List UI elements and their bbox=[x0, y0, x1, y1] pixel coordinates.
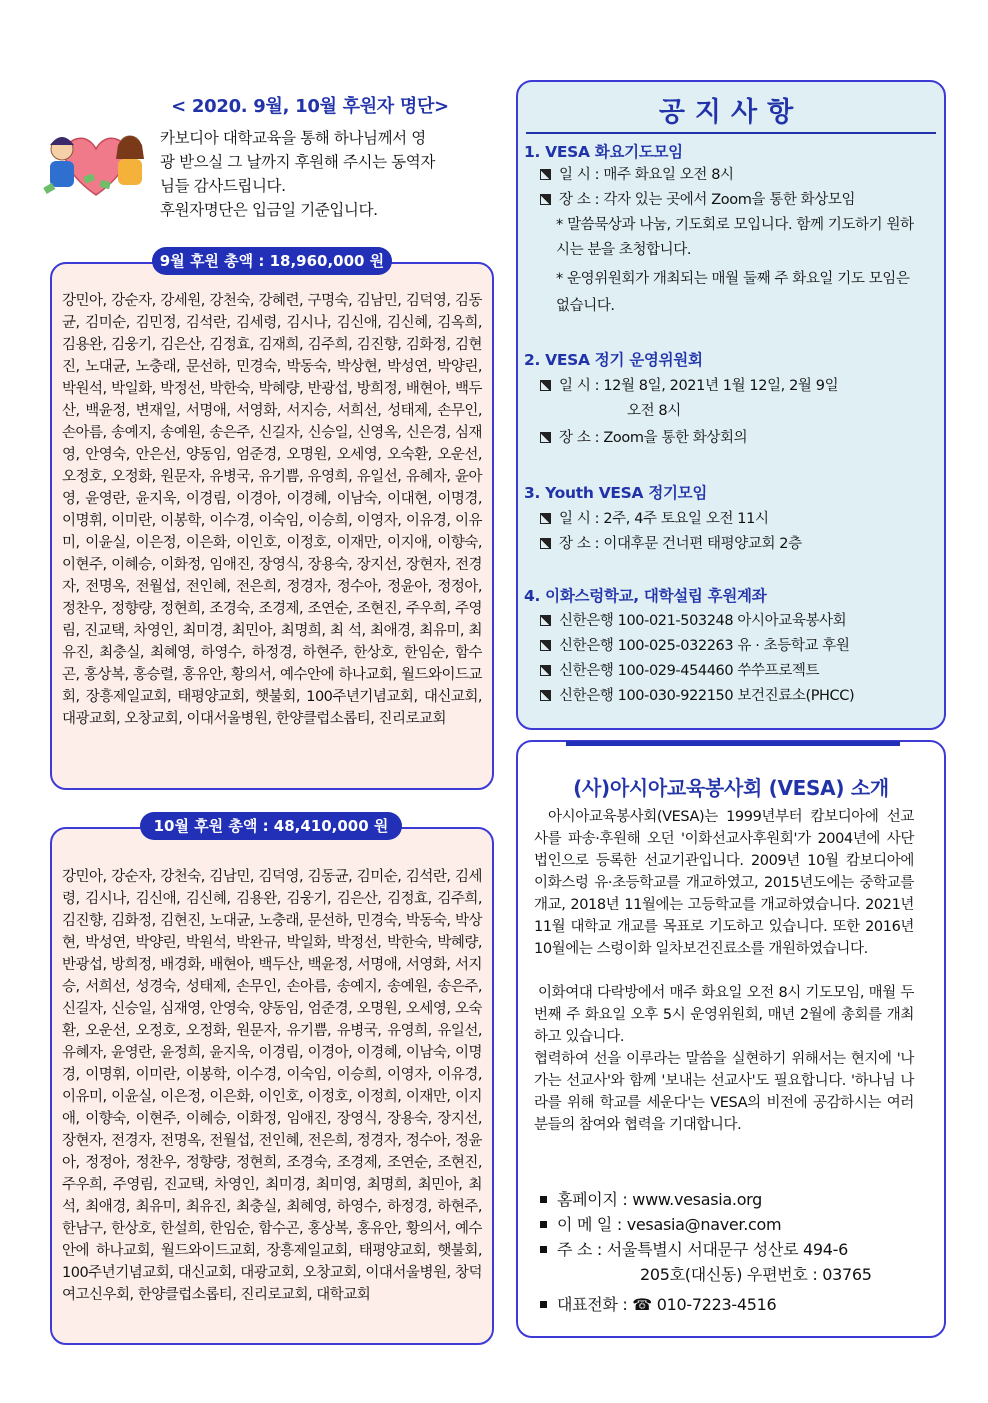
notice-title: 공지사항 bbox=[658, 97, 804, 128]
row-label: 장 소 bbox=[559, 192, 591, 208]
intro-line: 광 받으실 그 날까지 후원해 주시는 동역자 bbox=[160, 153, 435, 171]
row-value: 각자 있는 곳에서 Zoom을 통한 화상모임 bbox=[603, 192, 856, 208]
about-paragraph: 협력하여 선을 이루라는 말씀을 실현하기 위해서는 현지에 '나가는 선교사'와 함께 '보내는 선교사'도 필요합니다. '하나님 나라를 위해 학교를 세운다'는 VESA의 비전에 공감하시는 여러분들의 참여와 협력을 기대합니다. bbox=[534, 1051, 914, 1133]
checked-box-icon bbox=[540, 665, 551, 676]
notice-section-heading: 2. VESA 정기 운영위원회 bbox=[524, 351, 703, 369]
account-text: 신한은행 100-029-454460 쑤쑤프로젝트 bbox=[559, 663, 820, 679]
email-link[interactable]: vesasia@naver.com bbox=[626, 1215, 782, 1234]
row-label: 일 시 bbox=[559, 378, 591, 394]
notice-section-heading: 1. VESA 화요기도모임 bbox=[524, 143, 683, 161]
checked-box-icon bbox=[540, 194, 551, 205]
october-total-badge: 10월 후원 총액 : 48,410,000 원 bbox=[140, 812, 402, 840]
checked-box-icon bbox=[540, 169, 551, 180]
checked-box-icon bbox=[540, 513, 551, 524]
checked-box-icon bbox=[540, 690, 551, 701]
checked-box-icon bbox=[540, 380, 551, 391]
phone-label: 대표전화 bbox=[557, 1295, 618, 1314]
phone-number[interactable]: ☎ 010-7223-4516 bbox=[632, 1295, 777, 1314]
row-value: Zoom을 통한 화상회의 bbox=[603, 430, 748, 446]
row-value: 이대후문 건너편 태평양교회 2층 bbox=[603, 536, 802, 552]
september-total-badge: 9월 후원 총액 : 18,960,000 원 bbox=[152, 247, 392, 275]
checked-box-icon bbox=[540, 538, 551, 549]
notice-row: 일 시 : 12월 8일, 2021년 1월 12일, 2월 9일 bbox=[540, 374, 940, 398]
account-row bbox=[540, 634, 940, 658]
row-value: 매주 화요일 오전 8시 bbox=[603, 167, 734, 183]
about-title: (사)아시아교육봉사회 (VESA) 소개 bbox=[573, 776, 889, 800]
notice-row: 일 시 : 매주 화요일 오전 8시 bbox=[540, 163, 940, 187]
account-row bbox=[540, 609, 940, 633]
notice-section-heading: 4. 이화스렁학교, 대학설립 후원계좌 bbox=[524, 587, 767, 605]
row-value: 12월 8일, 2021년 1월 12일, 2월 9일 bbox=[603, 378, 839, 394]
row-label: 장 소 bbox=[559, 430, 591, 446]
account-row bbox=[540, 659, 940, 683]
notice-row: 일 시 : 2주, 4주 토요일 오전 11시 bbox=[540, 507, 940, 531]
notice-note: * 말씀묵상과 나눔, 기도회로 모입니다. 함께 기도하기 원하시는 분을 초청합니다. bbox=[556, 217, 914, 258]
address-row: 주 소 : 서울특별시 서대문구 성산로 494-6 bbox=[540, 1238, 848, 1262]
account-text: 신한은행 100-025-032263 유 · 초등학교 후원 bbox=[559, 638, 850, 654]
october-donor-names: 강민아, 강순자, 강천숙, 김남민, 김덕영, 김동균, 김미순, 김석란, 김세령, 김시나, 김신애, 김신혜, 김용완, 김웅기, 김은산, 김정효, 김주희, 김진향, 김화정, 김현진, 노대균, 노충래, 문선하, 민경숙, 박동숙, 박상현, 박성연, 박양린, 박원석, 박완규, 박일화, 박정선, 박한숙, 박혜량, 반광섭, 방희정, 배경화, 배현아, 백두산, 백윤정, 서명애, 서영화, 서지승, 서희선, 성경숙, 성태제, 손무인, 손아름, 송예지, 송예원, 송은주, 신길자, 신승일, 심재영, 안영숙, 양동임, 엄준경, 오명원, 오세영, 오숙환, 오운선, 오정호, 오정화, 원문자, 유기쁨, 유병국, 유영희, 유일선, 유혜자, 윤영란, 윤정희, 윤지욱, 이경림, 이경아, 이경혜, 이남숙, 이명경, 이명휘, 이미란, 이봉학, 이수경, 이숙임, 이승희, 이영자, 이유경, 이유미, 이윤실, 이은정, 이은화, 이인호, 이정호, 이정희, 이재만, 이지애, 이향숙, 이현주, 이혜승, 이화정, 임애진, 장영식, 장용숙, 장지선, 장현자, 전경자, 전명옥, 전월섭, 전인혜, 전은희, 정경자, 정수아, 정윤아, 정정아, 정찬우, 정향량, 정현희, 조경숙, 조경제, 조연순, 조현진, 주우희, 주영림, 진교택, 차영인, 최미경, 최미영, 최명희, 최민아, 최 석, 최애경, 최유미, 최유진, 최충실, 최혜영, 하영수, 하정경, 하현주, 한남구, 한상호, 한설희, 한임순, 함수곤, 홍상복, 홍유안, 황의서, 예수안에 하나교회, 월드와이드교회, 장흥제일교회, 태평양교회, 햇불회, 100주년기념교회, 대신교회, 대광교회, 오창교회, 이대서울병원, 창덕여고신우회, 한양클럽소롭티, 진리로교회, 대학교회 bbox=[62, 869, 482, 1303]
about-paragraph: 이화여대 다락방에서 매주 화요일 오전 8시 기도모임, 매월 두 번째 주 화요일 오후 5시 운영위원회, 매년 2월에 총회를 개최하고 있습니다. bbox=[534, 985, 914, 1045]
row-label: 일 시 bbox=[559, 511, 591, 527]
row-value: 2주, 4주 토요일 오전 11시 bbox=[603, 511, 769, 527]
notice-section-heading: 3. Youth VESA 정기모임 bbox=[524, 484, 708, 502]
notice-row: 장 소 : Zoom을 통한 화상회의 bbox=[540, 426, 940, 450]
bullet-icon bbox=[540, 1196, 547, 1203]
homepage-link[interactable]: www.vesasia.org bbox=[632, 1190, 763, 1209]
checked-box-icon bbox=[540, 640, 551, 651]
intro-line: 카보디아 대학교육을 통해 하나님께서 영 bbox=[160, 129, 426, 147]
donor-intro bbox=[160, 126, 480, 222]
september-donor-names: 강민아, 강순자, 강세원, 강천숙, 강혜련, 구명숙, 김남민, 김덕영, 김동균, 김미순, 김민정, 김석란, 김세령, 김시나, 김신애, 김신혜, 김옥희, 김용완, 김웅기, 김은산, 김정효, 김재희, 김주희, 김진향, 김화정, 김현진, 노대균, 노충래, 문선하, 민경숙, 박동숙, 박상현, 박성연, 박양린, 박원석, 박일화, 박정선, 박한숙, 박혜량, 반광섭, 방희정, 배현아, 백두산, 백윤정, 변재일, 서명애, 서영화, 서지승, 서희선, 성태제, 손무인, 손아름, 송예지, 송예원, 송은주, 신길자, 신승일, 신영옥, 신은경, 심재영, 안영숙, 안은선, 양동임, 엄준경, 오명원, 오세영, 오숙환, 오운선, 오정호, 오정화, 원문자, 유병국, 유기쁨, 유영희, 유일선, 유혜자, 윤아영, 윤영란, 윤지욱, 이경림, 이경아, 이경혜, 이남숙, 이대현, 이명경, 이명휘, 이미란, 이봉학, 이수경, 이숙임, 이승희, 이영자, 이유경, 이유미, 이윤실, 이은정, 이은화, 이인호, 이정호, 이재만, 이지애, 이향숙, 이현주, 이혜승, 이화정, 임애진, 장영식, 장용숙, 장지선, 장현자, 전경자, 전명옥, 전월섭, 전인혜, 전은희, 정경자, 정수아, 정윤아, 정정아, 정찬우, 정향량, 정현희, 조경숙, 조경제, 조연순, 조현진, 주우희, 주영림, 진교택, 차영인, 최미경, 최민아, 최명희, 최 석, 최애경, 최유미, 최유진, 최충실, 최혜영, 하영수, 하정경, 하현주, 한상호, 한임순, 함수곤, 홍상복, 홍승렬, 홍유안, 황의서, 예수안에 하나교회, 월드와이드교회, 장흥제일교회, 태평양교회, 햇불회, 100주년기념교회, 대신교회, 대광교회, 오창교회, 이대서울병원, 한양클럽소롭티, 진리로교회 bbox=[62, 293, 482, 727]
phone-row: 대표전화 : ☎ 010-7223-4516 bbox=[540, 1293, 776, 1317]
notice-title-underline bbox=[526, 132, 936, 134]
account-row bbox=[540, 684, 940, 708]
notice-row: 장 소 : 각자 있는 곳에서 Zoom을 통한 화상모임 bbox=[540, 188, 940, 212]
row-label: 장 소 bbox=[559, 536, 591, 552]
intro-line: 님들 감사드립니다. bbox=[160, 177, 286, 195]
email-label: 이 메 일 bbox=[557, 1215, 613, 1234]
about-body bbox=[534, 806, 914, 1136]
about-paragraph: 아시아교육봉사회(VESA)는 1999년부터 캄보디아에 선교사를 파송·후원해 오던 '이화선교사후원회'가 2004년에 사단법인으로 등록한 선교기관입니다. 2009년 10월 캄보디아에 이화스렁 유·초등학교를 개교하였고, 2015년도에는 중학교를 개교, 2018년 11월에는 고등학교를 개교하였습니다. 2021년 11월 대학교 개교를 목표로 기도하고 있습니다. 또한 2016년 10월에는 스렁이화 일차보건진료소를 개원하였습니다. bbox=[534, 809, 914, 957]
about-top-bar bbox=[566, 741, 900, 746]
address-line-1: 서울특별시 서대문구 성산로 494-6 bbox=[606, 1240, 849, 1259]
bullet-icon bbox=[540, 1301, 547, 1308]
homepage-row: 홈페이지 : www.vesasia.org bbox=[540, 1188, 762, 1212]
couple-heart-illustration bbox=[40, 115, 152, 205]
checked-box-icon bbox=[540, 615, 551, 626]
notice-row: 장 소 : 이대후문 건너편 태평양교회 2층 bbox=[540, 532, 940, 556]
email-row: 이 메 일 : vesasia@naver.com bbox=[540, 1213, 781, 1237]
bullet-icon bbox=[540, 1246, 547, 1253]
notice-note: * 운영위원회가 개최되는 매월 둘째 주 화요일 기도 모임은 없습니다. bbox=[556, 271, 910, 314]
row-label: 일 시 bbox=[559, 167, 591, 183]
intro-line: 후원자명단은 입금일 기준입니다. bbox=[160, 201, 378, 219]
note-text: 운영위원회가 개최되는 매월 둘째 주 화요일 기도 모임은 없습니다. bbox=[556, 271, 910, 314]
row-value-continued: 오전 8시 bbox=[627, 403, 681, 419]
address-label: 주 소 bbox=[557, 1240, 593, 1259]
address-line-2: 205호(대신동) 우편번호 : 03765 bbox=[640, 1265, 872, 1284]
account-text: 신한은행 100-030-922150 보건진료소(PHCC) bbox=[559, 688, 855, 704]
homepage-label: 홈페이지 bbox=[557, 1190, 618, 1209]
note-text: 말씀묵상과 나눔, 기도회로 모입니다. 함께 기도하기 원하시는 분을 초청합니다. bbox=[556, 217, 914, 258]
checked-box-icon bbox=[540, 432, 551, 443]
donor-list-title: < 2020. 9월, 10월 후원자 명단> bbox=[171, 96, 449, 117]
account-text: 신한은행 100-021-503248 아시아교육봉사회 bbox=[559, 613, 847, 629]
bullet-icon bbox=[540, 1221, 547, 1228]
